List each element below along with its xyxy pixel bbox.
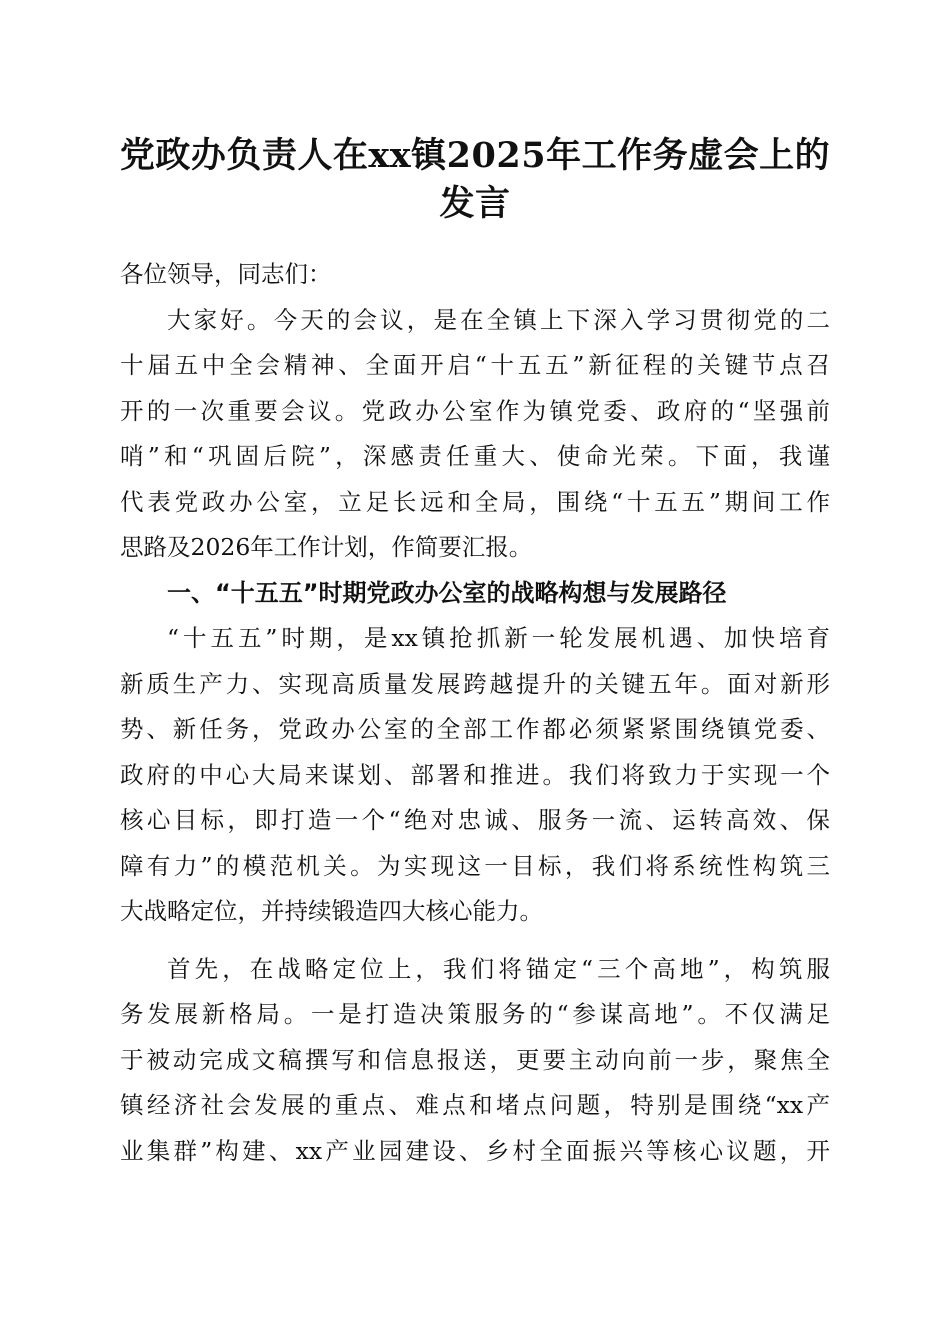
section-heading: 一、“十五五”时期党政办公室的战略构想与发展路径 [167, 578, 727, 607]
intro-paragraph [120, 298, 830, 571]
paragraph-line: 大战略定位，并持续锻造四大核心能力。 [120, 897, 543, 925]
title-line-2: 发言 [439, 183, 511, 224]
paragraph-line: 业集群”构建、xx产业园建设、乡村全面振兴等核心议题，开 [120, 1136, 830, 1165]
document-body [120, 252, 830, 1174]
paragraph-line: 核心目标，即打造一个“绝对忠诚、服务一流、运转高效、保 [120, 806, 830, 834]
paragraph-line: 于被动完成文稿撰写和信息报送，更要主动向前一步，聚焦全 [120, 1045, 830, 1074]
paragraph-line: 十届五中全会精神、全面开启“十五五”新征程的关键节点召 [120, 351, 830, 379]
paragraph-line: 势、新任务，党政办公室的全部工作都必须紧紧围绕镇党委、 [120, 715, 830, 743]
paragraph-line: 务发展新格局。一是打造决策服务的“参谋高地”。不仅满足 [120, 1000, 830, 1028]
salutation: 各位领导，同志们： [120, 260, 332, 288]
title-line-1: 党政办负责人在xx镇2025年工作务虚会上的 [119, 135, 831, 176]
paragraph-line: 哨”和“巩固后院”，深感责任重大、使命光荣。下面，我谨 [120, 442, 830, 470]
section1-paragraph-1 [120, 616, 830, 935]
paragraph-line: 开的一次重要会议。党政办公室作为镇党委、政府的“坚强前 [120, 396, 830, 425]
paragraph-line: 首先，在战略定位上，我们将锚定“三个高地”，构筑服 [167, 954, 830, 983]
paragraph-line: 政府的中心大局来谋划、部署和推进。我们将致力于实现一个 [120, 760, 830, 789]
paragraph-line: 代表党政办公室，立足长远和全局，围绕“十五五”期间工作 [120, 487, 830, 516]
section1-paragraph-2 [120, 947, 830, 1175]
document-title [100, 132, 850, 228]
paragraph-line: 思路及2026年工作计划，作简要汇报。 [120, 533, 533, 561]
paragraph-line: 镇经济社会发展的重点、难点和堵点问题，特别是围绕“xx产 [120, 1091, 830, 1119]
paragraph-line: 大家好。今天的会议，是在全镇上下深入学习贯彻党的二 [167, 305, 830, 334]
paragraph-line: 新质生产力、实现高质量发展跨越提升的关键五年。面对新形 [120, 669, 830, 698]
paragraph-line: “十五五”时期，是xx镇抢抓新一轮发展机遇、加快培育 [167, 624, 830, 652]
paragraph-line: 障有力”的模范机关。为实现这一目标，我们将系统性构筑三 [120, 851, 830, 880]
